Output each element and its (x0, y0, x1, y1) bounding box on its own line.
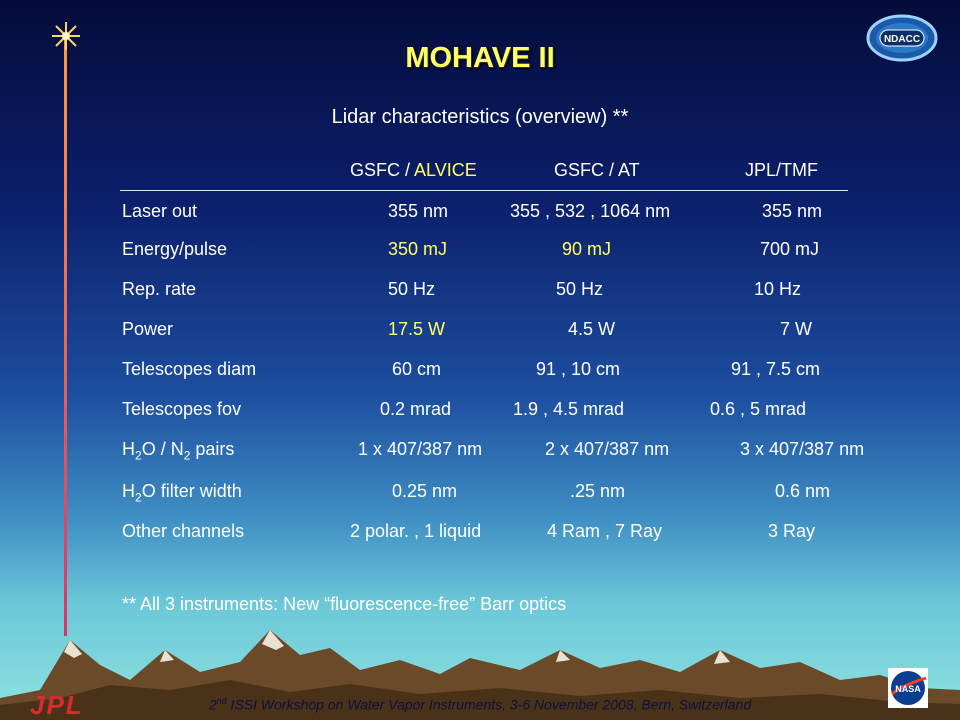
header-divider (120, 190, 848, 191)
header-alvice: ALVICE (414, 160, 477, 180)
jpl-logo: JPL (30, 690, 84, 720)
header-gsfc-at: GSFC / AT (554, 160, 640, 180)
cell-jpl-tmf: 10 Hz (754, 279, 802, 299)
row-label: Rep. rate (122, 279, 197, 299)
cell-jpl-tmf: 3 Ray (768, 521, 816, 541)
cell-gsfc-alvice: 17.5 W (388, 319, 446, 339)
ndacc-label: NDACC (883, 34, 921, 45)
cell-gsfc-at: 90 mJ (562, 239, 612, 259)
row-label (122, 439, 234, 463)
label-subscript: 2 (183, 448, 191, 463)
nasa-logo-icon (888, 668, 928, 708)
cell-gsfc-at: 4 Ram , 7 Ray (547, 521, 663, 541)
footer-main: ISSI Workshop on Water Vapor Instruments, 3-6 November 2008, Bern, Switzerland (226, 696, 752, 713)
cell-gsfc-at: .25 nm (570, 481, 626, 501)
label-part: H (122, 439, 135, 459)
cell-jpl-tmf: 0.6 nm (775, 481, 831, 501)
footer-sup: nd (216, 696, 227, 706)
label-part: O / N (141, 439, 184, 459)
cell-jpl-tmf: 700 mJ (760, 239, 820, 259)
cell-jpl-tmf: 355 nm (762, 201, 823, 221)
footer-prefix: 2 (208, 696, 217, 713)
cell-gsfc-at: 2 x 407/387 nm (545, 439, 670, 459)
label-part: O filter width (141, 481, 242, 501)
row-label (122, 481, 242, 505)
cell-gsfc-alvice: 2 polar. , 1 liquid (350, 521, 482, 541)
cell-gsfc-at: 91 , 10 cm (536, 359, 621, 379)
header-gsfc-prefix: GSFC / (350, 160, 415, 180)
cell-gsfc-alvice: 355 nm (388, 201, 449, 221)
cell-gsfc-alvice: 1 x 407/387 nm (358, 439, 483, 459)
cell-gsfc-at: 1.9 , 4.5 mrad (513, 399, 625, 419)
cell-gsfc-alvice: 0.2 mrad (380, 399, 452, 419)
cell-gsfc-at: 50 Hz (556, 279, 604, 299)
cell-gsfc-alvice: 60 cm (392, 359, 442, 379)
row-label: Power (122, 319, 174, 339)
row-label: Laser out (122, 201, 198, 221)
row-label: Telescopes fov (122, 399, 242, 419)
cell-gsfc-alvice: 0.25 nm (392, 481, 458, 501)
label-subscript: 2 (135, 448, 142, 463)
row-label: Energy/pulse (122, 239, 228, 259)
cell-gsfc-alvice: 350 mJ (388, 239, 448, 259)
cell-gsfc-at: 4.5 W (568, 319, 616, 339)
cell-gsfc-alvice: 50 Hz (388, 279, 436, 299)
cell-gsfc-at: 355 , 532 , 1064 nm (510, 201, 671, 221)
label-part: pairs (190, 439, 235, 459)
slide-subtitle: Lidar characteristics (overview) ** (331, 106, 629, 128)
header-gsfc-alvice (350, 160, 477, 181)
label-part: H (122, 481, 135, 501)
footer-text (0, 696, 960, 713)
cell-jpl-tmf: 7 W (780, 319, 813, 339)
row-label: Telescopes diam (122, 359, 257, 379)
footnote: ** All 3 instruments: New “fluorescence-free” Barr optics (122, 594, 567, 614)
cell-jpl-tmf: 0.6 , 5 mrad (710, 399, 807, 419)
slide-title: MOHAVE II (405, 42, 555, 74)
label-subscript: 2 (135, 490, 142, 505)
nasa-label: NASA (895, 684, 921, 694)
cell-jpl-tmf: 91 , 7.5 cm (731, 359, 821, 379)
header-jpl-tmf: JPL/TMF (745, 160, 819, 180)
row-label: Other channels (122, 521, 245, 541)
cell-jpl-tmf: 3 x 407/387 nm (740, 439, 865, 459)
